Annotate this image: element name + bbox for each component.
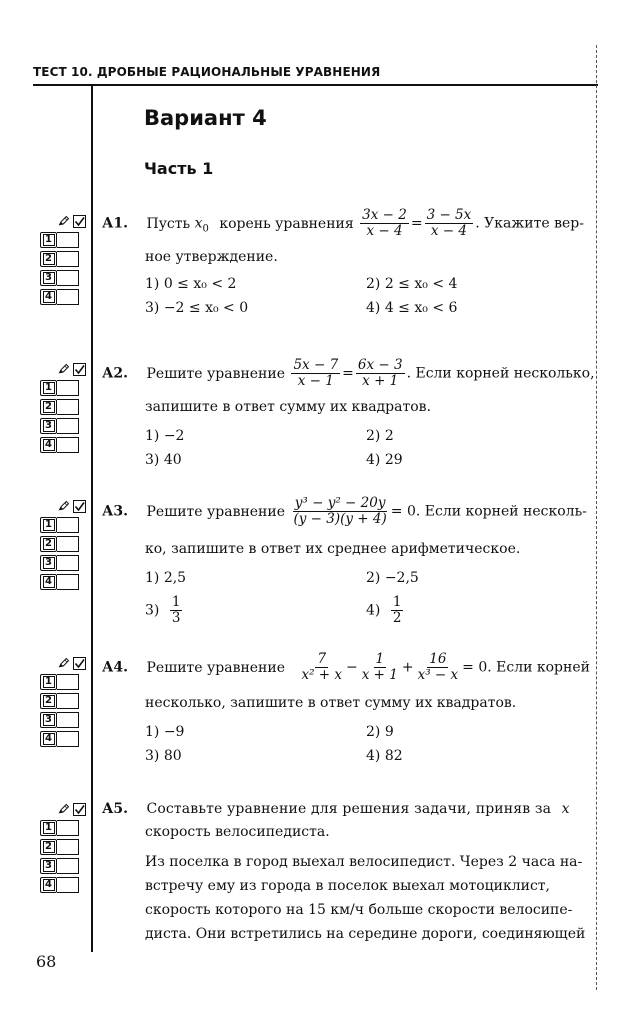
answer-box-field[interactable] xyxy=(57,380,79,396)
answer-box-field[interactable] xyxy=(57,555,79,571)
answer-option: 2) 2 xyxy=(366,428,394,444)
answer-box-field[interactable] xyxy=(57,399,79,415)
box-number-label: 2 xyxy=(43,695,55,707)
answer-boxes-a1 xyxy=(40,212,86,306)
fraction xyxy=(291,496,388,527)
answer-boxes-a3 xyxy=(40,497,86,591)
header-rule xyxy=(33,84,598,86)
fraction xyxy=(360,208,409,239)
checkbox-icon xyxy=(73,803,86,816)
answer-header xyxy=(40,497,86,515)
operator: + xyxy=(401,659,414,676)
question-text: корень уравнения xyxy=(219,215,354,232)
margin-rule xyxy=(91,85,93,952)
answer-box-field[interactable] xyxy=(57,232,79,248)
variable: x xyxy=(194,215,203,232)
answer-box-4[interactable] xyxy=(40,730,86,748)
answer-box-2[interactable] xyxy=(40,692,86,710)
equals-zero: = 0 xyxy=(462,659,488,676)
checkbox-icon xyxy=(73,500,86,513)
fraction xyxy=(170,595,183,626)
fraction xyxy=(425,208,474,239)
answer-header xyxy=(40,654,86,672)
box-number-label: 1 xyxy=(43,676,55,688)
operator: − xyxy=(346,659,358,676)
pencil-icon xyxy=(58,499,70,513)
subscript: 0 xyxy=(202,223,209,235)
answer-box-field[interactable] xyxy=(57,820,79,836)
answer-box-field[interactable] xyxy=(57,877,79,893)
pencil-icon xyxy=(58,214,70,228)
answer-box-3[interactable] xyxy=(40,554,86,572)
answer-box-field[interactable] xyxy=(57,536,79,552)
answer-box-2[interactable] xyxy=(40,535,86,553)
equals-sign: = xyxy=(342,365,354,382)
box-number-label: 4 xyxy=(43,291,55,303)
answer-option: 1) −9 xyxy=(145,724,185,740)
problem-paragraph-line: Из поселка в город выехал велосипедист. Через 2 часа на- xyxy=(145,854,583,870)
answer-box-1[interactable] xyxy=(40,516,86,534)
answer-box-field[interactable] xyxy=(57,839,79,855)
box-number-label: 2 xyxy=(43,253,55,265)
question-label: А3. xyxy=(102,503,129,520)
answer-option: 2) −2,5 xyxy=(366,570,419,586)
box-number-label: 3 xyxy=(43,714,55,726)
question-text-line2: ное утверждение. xyxy=(145,249,278,265)
answer-box-number xyxy=(40,270,57,286)
box-number-label: 2 xyxy=(43,401,55,413)
part-title: Часть 1 xyxy=(144,159,214,178)
question-a3 xyxy=(102,496,587,527)
answer-box-field[interactable] xyxy=(57,418,79,434)
page-number: 68 xyxy=(36,952,57,971)
numerator: 5x − 7 xyxy=(293,357,339,373)
answer-box-field[interactable] xyxy=(57,693,79,709)
option-number: 4) xyxy=(366,602,381,619)
fraction xyxy=(291,358,340,389)
answer-box-3[interactable] xyxy=(40,711,86,729)
answer-box-field[interactable] xyxy=(57,712,79,728)
box-number-label: 4 xyxy=(43,439,55,451)
answer-box-2[interactable] xyxy=(40,398,86,416)
answer-box-1[interactable] xyxy=(40,231,86,249)
answer-box-1[interactable] xyxy=(40,819,86,837)
answer-box-number xyxy=(40,877,57,893)
answer-option: 1) −2 xyxy=(145,428,185,444)
question-text-line2: ко, запишите в ответ их среднее арифметическое. xyxy=(145,541,521,557)
question-text: Решите уравнение xyxy=(146,503,286,520)
question-label: А4. xyxy=(102,659,129,676)
answer-option xyxy=(145,595,184,626)
box-number-label: 3 xyxy=(43,557,55,569)
answer-option: 1) 2,5 xyxy=(145,570,187,586)
answer-box-number xyxy=(40,731,57,747)
answer-box-field[interactable] xyxy=(57,437,79,453)
question-text-line2: запишите в ответ сумму их квадратов. xyxy=(145,399,431,415)
box-number-label: 4 xyxy=(43,879,55,891)
answer-box-field[interactable] xyxy=(57,574,79,590)
numerator: 7 xyxy=(317,651,327,667)
question-text: Решите уравнение xyxy=(146,365,286,382)
problem-paragraph-line: встречу ему из города в поселок выехал мотоциклист, xyxy=(145,878,550,894)
question-label: А5. xyxy=(102,801,129,817)
answer-box-field[interactable] xyxy=(57,251,79,267)
denominator: x³ − x xyxy=(417,667,459,683)
answer-box-4[interactable] xyxy=(40,876,86,894)
question-a5 xyxy=(102,800,570,818)
box-number-label: 2 xyxy=(43,841,55,853)
question-text: . Если корней xyxy=(487,659,590,676)
answer-box-4[interactable] xyxy=(40,288,86,306)
fraction xyxy=(299,652,344,683)
pencil-icon xyxy=(58,802,70,816)
answer-box-3[interactable] xyxy=(40,857,86,875)
answer-box-number xyxy=(40,712,57,728)
box-number-label: 2 xyxy=(43,538,55,550)
equals-sign: = xyxy=(410,215,423,232)
answer-box-field[interactable] xyxy=(57,517,79,533)
answer-box-number xyxy=(40,418,57,434)
question-text-line2: скорость велосипедиста. xyxy=(145,824,330,840)
answer-box-1[interactable] xyxy=(40,673,86,691)
checkbox-icon xyxy=(73,657,86,670)
question-a2 xyxy=(102,358,595,389)
answer-box-number xyxy=(40,251,57,267)
answer-box-field[interactable] xyxy=(57,270,79,286)
running-header: ТЕСТ 10. ДРОБНЫЕ РАЦИОНАЛЬНЫЕ УРАВНЕНИЯ xyxy=(33,65,381,79)
box-number-label: 1 xyxy=(43,822,55,834)
answer-option: 1) 0 ≤ x₀ < 2 xyxy=(145,276,237,292)
question-text: Решите уравнение xyxy=(146,659,286,676)
answer-box-1[interactable] xyxy=(40,379,86,397)
answer-box-4[interactable] xyxy=(40,436,86,454)
answer-box-number xyxy=(40,289,57,305)
fraction xyxy=(356,358,405,389)
question-text: Составьте уравнение для решения задачи, приняв за xyxy=(146,801,552,817)
box-number-label: 3 xyxy=(43,420,55,432)
problem-paragraph-line: диста. Они встретились на середине дороги, соединяющей xyxy=(145,926,586,942)
question-text-line2: несколько, запишите в ответ сумму их квадратов. xyxy=(145,695,517,711)
denominator: x − 1 xyxy=(297,373,334,389)
fraction xyxy=(416,652,461,683)
numerator: 1 xyxy=(375,651,385,667)
fraction xyxy=(391,595,404,626)
denominator: 2 xyxy=(392,610,402,626)
answer-box-number xyxy=(40,820,57,836)
answer-box-field[interactable] xyxy=(57,289,79,305)
box-number-label: 4 xyxy=(43,576,55,588)
denominator: (y − 3)(y + 4) xyxy=(293,511,387,527)
answer-box-field[interactable] xyxy=(57,674,79,690)
problem-paragraph-line: скорость которого на 15 км/ч больше скорости велосипе- xyxy=(145,902,573,918)
numerator: 1 xyxy=(392,594,402,610)
denominator: x − 4 xyxy=(366,223,403,239)
answer-box-number xyxy=(40,399,57,415)
question-text: . Укажите вер- xyxy=(475,215,584,232)
question-label: А1. xyxy=(102,215,129,232)
answer-box-4[interactable] xyxy=(40,573,86,591)
answer-option: 3) 80 xyxy=(145,748,182,764)
answer-header xyxy=(40,212,86,230)
answer-boxes-a2 xyxy=(40,360,86,454)
option-number: 3) xyxy=(145,602,160,619)
numerator: 1 xyxy=(171,594,181,610)
question-a1 xyxy=(102,208,584,239)
answer-box-number xyxy=(40,555,57,571)
question-label: А2. xyxy=(102,365,129,382)
box-number-label: 3 xyxy=(43,272,55,284)
answer-box-field[interactable] xyxy=(57,731,79,747)
numerator: 6x − 3 xyxy=(357,357,403,373)
answer-box-number xyxy=(40,674,57,690)
cut-line xyxy=(596,45,597,990)
box-number-label: 1 xyxy=(43,382,55,394)
box-number-label: 4 xyxy=(43,733,55,745)
answer-box-number xyxy=(40,437,57,453)
question-text: . Если корней несколь- xyxy=(415,503,587,520)
numerator: 3x − 2 xyxy=(362,207,407,223)
numerator: 16 xyxy=(429,651,447,667)
answer-box-number xyxy=(40,858,57,874)
denominator: 3 xyxy=(171,610,181,626)
box-number-label: 1 xyxy=(43,519,55,531)
variant-title: Вариант 4 xyxy=(144,106,267,130)
denominator: x + 1 xyxy=(361,667,398,683)
answer-box-number xyxy=(40,536,57,552)
answer-option: 3) −2 ≤ x₀ < 0 xyxy=(145,300,249,316)
answer-option: 2) 9 xyxy=(366,724,394,740)
numerator: 3 − 5x xyxy=(426,207,472,223)
denominator: x − 4 xyxy=(430,223,467,239)
answer-box-number xyxy=(40,517,57,533)
answer-box-3[interactable] xyxy=(40,269,86,287)
question-text: . Если корней несколько, xyxy=(406,365,595,382)
answer-option xyxy=(366,595,405,626)
answer-box-field[interactable] xyxy=(57,858,79,874)
answer-box-number xyxy=(40,380,57,396)
answer-box-2[interactable] xyxy=(40,250,86,268)
denominator: x² + x xyxy=(301,667,343,683)
answer-box-2[interactable] xyxy=(40,838,86,856)
answer-option: 4) 82 xyxy=(366,748,403,764)
equals-zero: = 0 xyxy=(390,503,416,520)
answer-option: 3) 40 xyxy=(145,452,182,468)
box-number-label: 1 xyxy=(43,234,55,246)
pencil-icon xyxy=(58,656,70,670)
answer-option: 4) 4 ≤ x₀ < 6 xyxy=(366,300,458,316)
variable: x xyxy=(561,801,570,817)
numerator: y³ − y² − 20y xyxy=(294,495,386,511)
question-a4 xyxy=(102,652,590,683)
checkbox-icon xyxy=(73,215,86,228)
question-text: Пусть xyxy=(146,215,191,232)
denominator: x + 1 xyxy=(362,373,399,389)
answer-box-number xyxy=(40,574,57,590)
answer-option: 4) 29 xyxy=(366,452,403,468)
checkbox-icon xyxy=(73,363,86,376)
answer-header xyxy=(40,360,86,378)
answer-box-3[interactable] xyxy=(40,417,86,435)
box-number-label: 3 xyxy=(43,860,55,872)
answer-box-number xyxy=(40,839,57,855)
answer-boxes-a5 xyxy=(40,800,86,894)
answer-box-number xyxy=(40,693,57,709)
fraction xyxy=(360,652,400,683)
answer-boxes-a4 xyxy=(40,654,86,748)
pencil-icon xyxy=(58,362,70,376)
answer-box-number xyxy=(40,232,57,248)
answer-option: 2) 2 ≤ x₀ < 4 xyxy=(366,276,458,292)
answer-header xyxy=(40,800,86,818)
